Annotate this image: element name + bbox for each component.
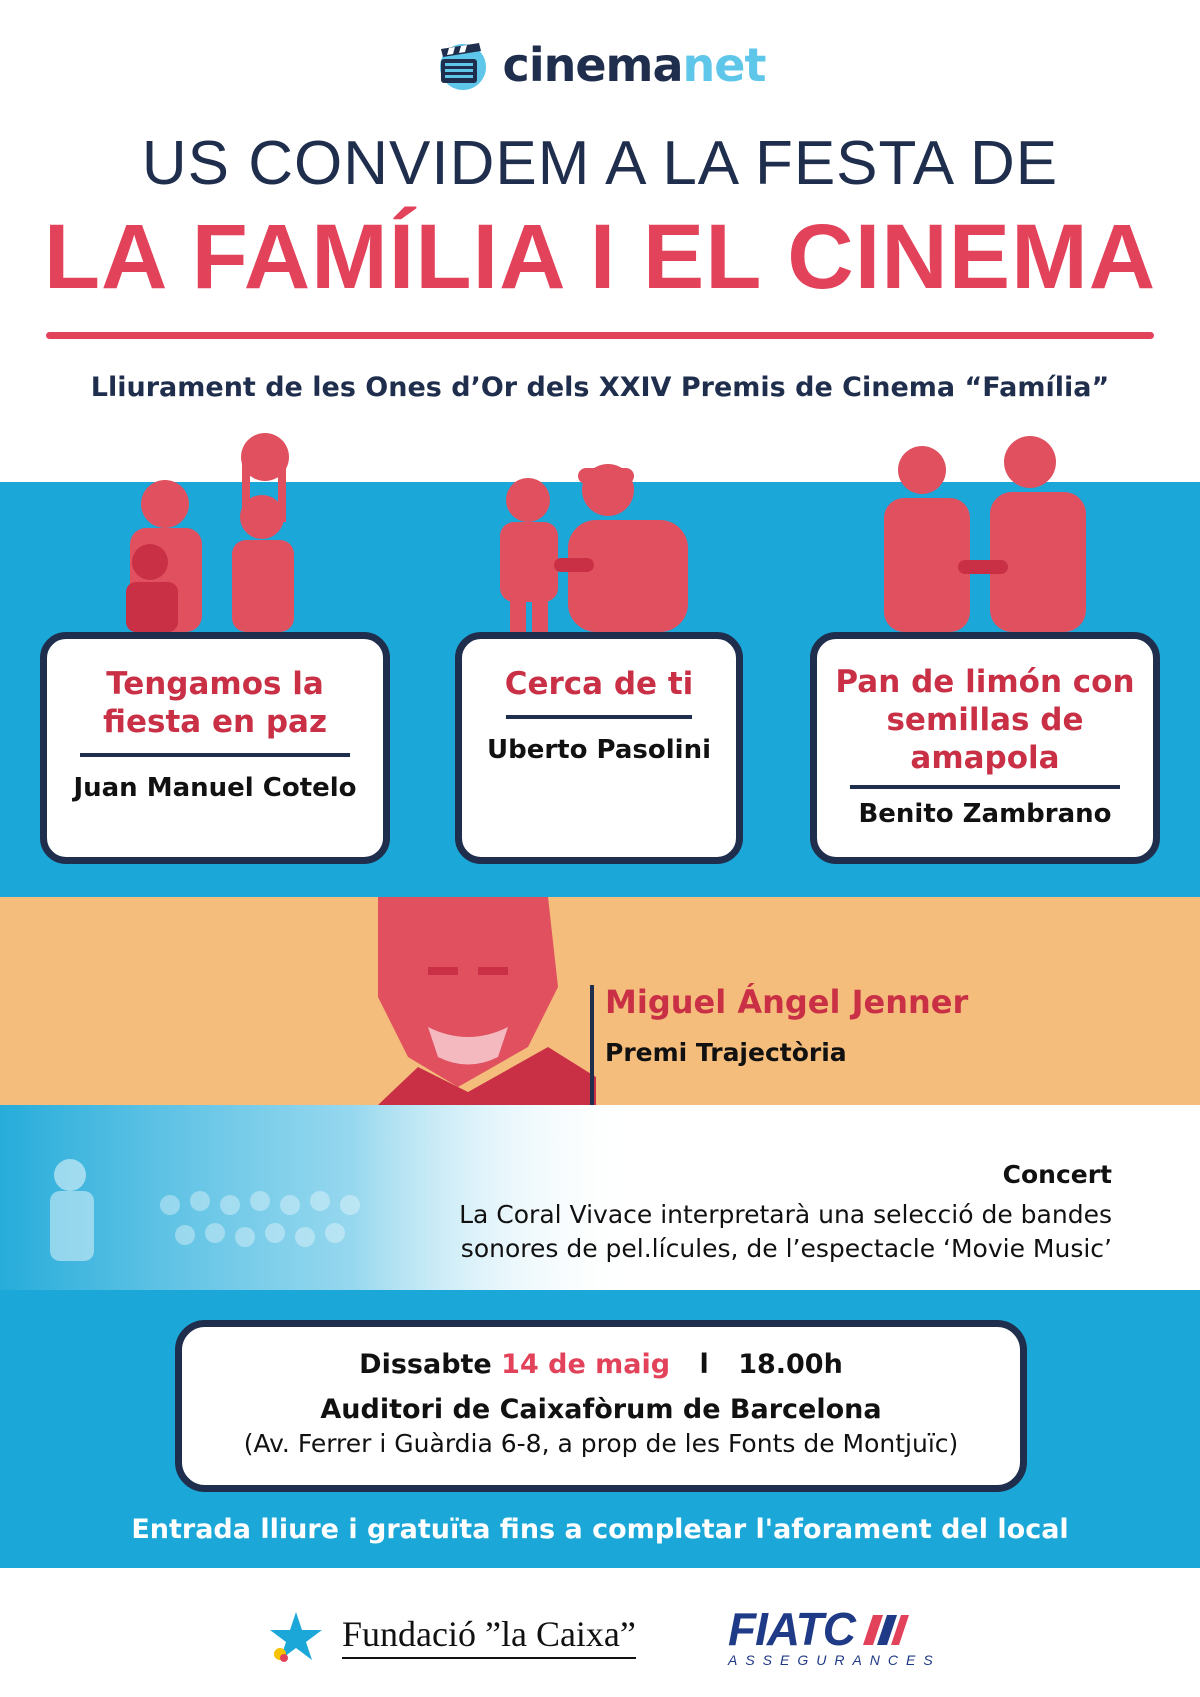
event-day: Dissabte xyxy=(359,1349,492,1380)
brand-logo xyxy=(0,38,1200,92)
film-director: Juan Manuel Cotelo xyxy=(73,773,357,803)
title-line-1: US CONVIDEM A LA FESTA DE xyxy=(141,129,1059,198)
film-card-3 xyxy=(810,632,1160,864)
film-title: Tengamos la fiesta en paz xyxy=(102,666,328,740)
film-title: Pan de limón con semillas de amapola xyxy=(835,664,1135,776)
award-name: Miguel Ángel Jenner xyxy=(605,983,969,1021)
film-card-1 xyxy=(40,632,390,864)
clapperboard-icon xyxy=(435,39,489,91)
title-line-2: LA FAMÍLIA I EL CINEMA xyxy=(43,206,1157,308)
concert-title: Concert xyxy=(1002,1160,1112,1189)
film-photo-3 xyxy=(862,430,1102,632)
film-title: Cerca de ti xyxy=(504,666,694,702)
award-label: Premi Trajectòria xyxy=(605,1038,847,1067)
event-time: 18.00h xyxy=(738,1349,843,1380)
award-photo xyxy=(318,897,596,1105)
entry-note: Entrada lliure i gratuïta fins a completar l'aforament del local xyxy=(131,1514,1069,1545)
event-datetime xyxy=(182,1349,1020,1380)
event-separator: l xyxy=(699,1349,709,1380)
fiatc-wordmark xyxy=(728,1602,941,1656)
event-address: (Av. Ferrer i Guàrdia 6-8, a prop de les Fonts de Montjuïc) xyxy=(243,1429,959,1458)
film-director: Uberto Pasolini xyxy=(486,735,711,765)
sponsor-fiatc xyxy=(728,1602,941,1668)
event-venue: Auditori de Caixafòrum de Barcelona xyxy=(320,1394,882,1425)
caixa-name: Fundació ”la Caixa” xyxy=(342,1613,636,1659)
film-photo-2 xyxy=(458,448,708,632)
fiatc-subtitle: ASSEGURANCES xyxy=(728,1652,941,1668)
brand-name: cinemanet xyxy=(502,38,766,92)
award-band xyxy=(0,897,1200,1105)
event-date: 14 de maig xyxy=(501,1349,671,1380)
film-divider xyxy=(80,753,350,757)
fiatc-mark-icon xyxy=(861,1611,909,1647)
event-card xyxy=(175,1320,1027,1492)
film-card-2 xyxy=(455,632,743,864)
award-divider xyxy=(590,985,594,1105)
film-divider xyxy=(506,715,692,719)
sponsor-caixa xyxy=(264,1608,636,1664)
subtitle: Lliurament de les Ones d’Or dels XXIV Premis de Cinema “Família” xyxy=(90,372,1110,403)
film-photo-1 xyxy=(110,422,340,632)
fiatc-name: FIATC xyxy=(728,1603,856,1655)
star-logo-icon xyxy=(264,1608,328,1664)
film-divider xyxy=(850,785,1120,789)
title-divider xyxy=(46,332,1154,339)
concert-description: La Coral Vivace interpretarà una selecció de bandes sonores de pel.lícules, de l’espectacle ‘Movie Music’ xyxy=(459,1200,1112,1263)
film-director: Benito Zambrano xyxy=(858,799,1112,829)
